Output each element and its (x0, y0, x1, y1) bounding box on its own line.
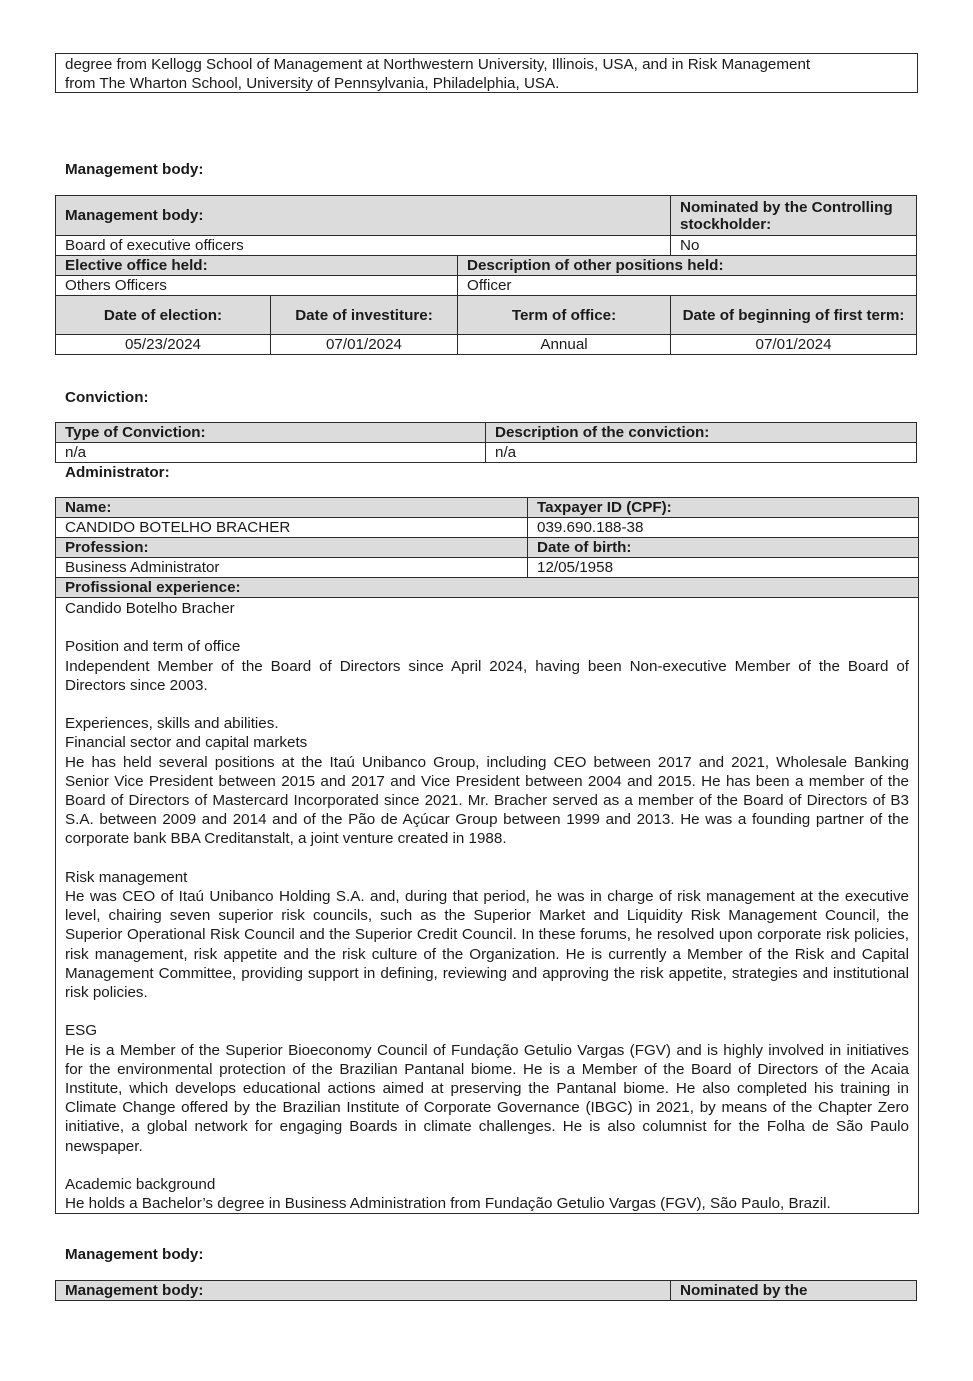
date-of-election-header: Date of election: (56, 296, 271, 335)
experience-cell (56, 598, 919, 1214)
other-positions-value: Officer (458, 276, 917, 296)
date-of-election-value: 05/23/2024 (56, 335, 271, 355)
term-of-office-header: Term of office: (458, 296, 671, 335)
date-of-birth-header: Date of birth: (528, 538, 919, 558)
experience-line (65, 618, 909, 637)
elective-office-value: Others Officers (56, 276, 458, 296)
fragment-line-1: degree from Kellogg School of Management at Northwestern University, Illinois, USA, and in Risk Management (65, 56, 811, 73)
management-body-table-2 (55, 1280, 917, 1301)
experience-body (56, 598, 918, 1213)
date-of-investiture-header: Date of investiture: (271, 296, 458, 335)
first-term-header: Date of beginning of first term: (671, 296, 917, 335)
conviction-type-value: n/a (56, 443, 486, 463)
experience-line: Experiences, skills and abilities. (65, 715, 279, 733)
conviction-heading: Conviction: (65, 389, 149, 406)
nominated-header-2: Nominated by the (671, 1281, 917, 1301)
experience-line: Independent Member of the Board of Directors since April 2024, having been Non-executive Member of the Board of Directors since 2003. (65, 657, 909, 694)
experience-line (65, 849, 909, 868)
date-of-birth-value: 12/05/1958 (528, 558, 919, 578)
experience-line: ESG (65, 1022, 98, 1040)
experience-line: Risk management (65, 868, 188, 886)
experience-line: He is a Member of the Superior Bioeconomy Council of Fundação Getulio Vargas (FGV) and is highly involved in initiatives for the environmental protection of the Brazilian Pantanal biome. He is a Member of the Board of Directors of the Acaia Institute, which develops educational actions aimed at preserving the Pantanal biome. He also completed his training in Climate Change offered by the Brazilian Institute of Corporate Governance (IBGC) in 2021, by means of the Chapter Zero initiative, a global network for engaging Boards in climate challenges. He is also columnist for the Folha de São Paulo newspaper. (65, 1041, 909, 1155)
experience-line (65, 1156, 909, 1175)
management-body-value: Board of executive officers (56, 236, 671, 256)
profession-header: Profession: (56, 538, 528, 558)
experience-line (65, 695, 909, 714)
conviction-table (55, 422, 917, 463)
management-body-heading-2: Management body: (65, 1246, 204, 1263)
term-of-office-value: Annual (458, 335, 671, 355)
experience-line: He holds a Bachelor’s degree in Business Administration from Fundação Getulio Vargas (FGV), São Paulo, Brazil. (65, 1195, 831, 1213)
nominated-value: No (671, 236, 917, 256)
name-header: Name: (56, 498, 528, 518)
conviction-description-header: Description of the conviction: (486, 423, 917, 443)
experience-line: He has held several positions at the Itaú Unibanco Group, including CEO between 2017 and 2021, Wholesale Banking Senior Vice President between 2015 and 2017 and Vice President between 2004 and 2015. He has been a member of the Board of Directors of Mastercard Incorporated since 2021. Mr. Bracher served as a member of the Board of Directors of B3 S.A. between 2009 and 2014 and of the Pão de Açúcar Group between 1999 and 2013. He was a founding partner of the corporate bank BBA Creditanstalt, a joint venture created in 1988. (65, 753, 909, 848)
experience-header: Profissional experience: (56, 578, 919, 598)
experience-line (65, 1002, 909, 1021)
nominated-header: Nominated by the Controlling stockholder: (671, 196, 917, 236)
experience-line: Candido Botelho Bracher (65, 600, 235, 617)
cpf-header: Taxpayer ID (CPF): (528, 498, 919, 518)
previous-experience-fragment (55, 53, 918, 93)
conviction-type-header: Type of Conviction: (56, 423, 486, 443)
experience-line: Financial sector and capital markets (65, 734, 308, 752)
experience-line: Academic background (65, 1176, 216, 1194)
other-positions-header: Description of other positions held: (458, 256, 917, 276)
administrator-table (55, 497, 919, 1214)
date-of-investiture-value: 07/01/2024 (271, 335, 458, 355)
first-term-value: 07/01/2024 (671, 335, 917, 355)
administrator-heading: Administrator: (65, 464, 170, 481)
management-body-heading: Management body: (65, 161, 204, 178)
experience-line: He was CEO of Itaú Unibanco Holding S.A. and, during that period, he was in charge of risk management at the executive level, chairing seven superior risk councils, such as the Superior Market and Liquidity Risk Management Council, the Superior Operational Risk Council and the Superior Credit Council. In these forums, he resolved upon corporate risk policies, risk management, risk appetite and the risk culture of the Organization. He is currently a Member of the Risk and Capital Management Committee, providing support in defining, reviewing and approving the risk appetite, strategies and institutional risk policies. (65, 888, 909, 1002)
management-body-header: Management body: (56, 196, 671, 236)
cpf-value: 039.690.188-38 (528, 518, 919, 538)
profession-value: Business Administrator (56, 558, 528, 578)
management-body-header-2: Management body: (56, 1281, 671, 1301)
management-body-table (55, 195, 917, 355)
fragment-line-2: from The Wharton School, University of Pennsylvania, Philadelphia, USA. (65, 75, 560, 93)
name-value: CANDIDO BOTELHO BRACHER (56, 518, 528, 538)
experience-line: Position and term of office (65, 638, 241, 656)
conviction-description-value: n/a (486, 443, 917, 463)
elective-office-header: Elective office held: (56, 256, 458, 276)
